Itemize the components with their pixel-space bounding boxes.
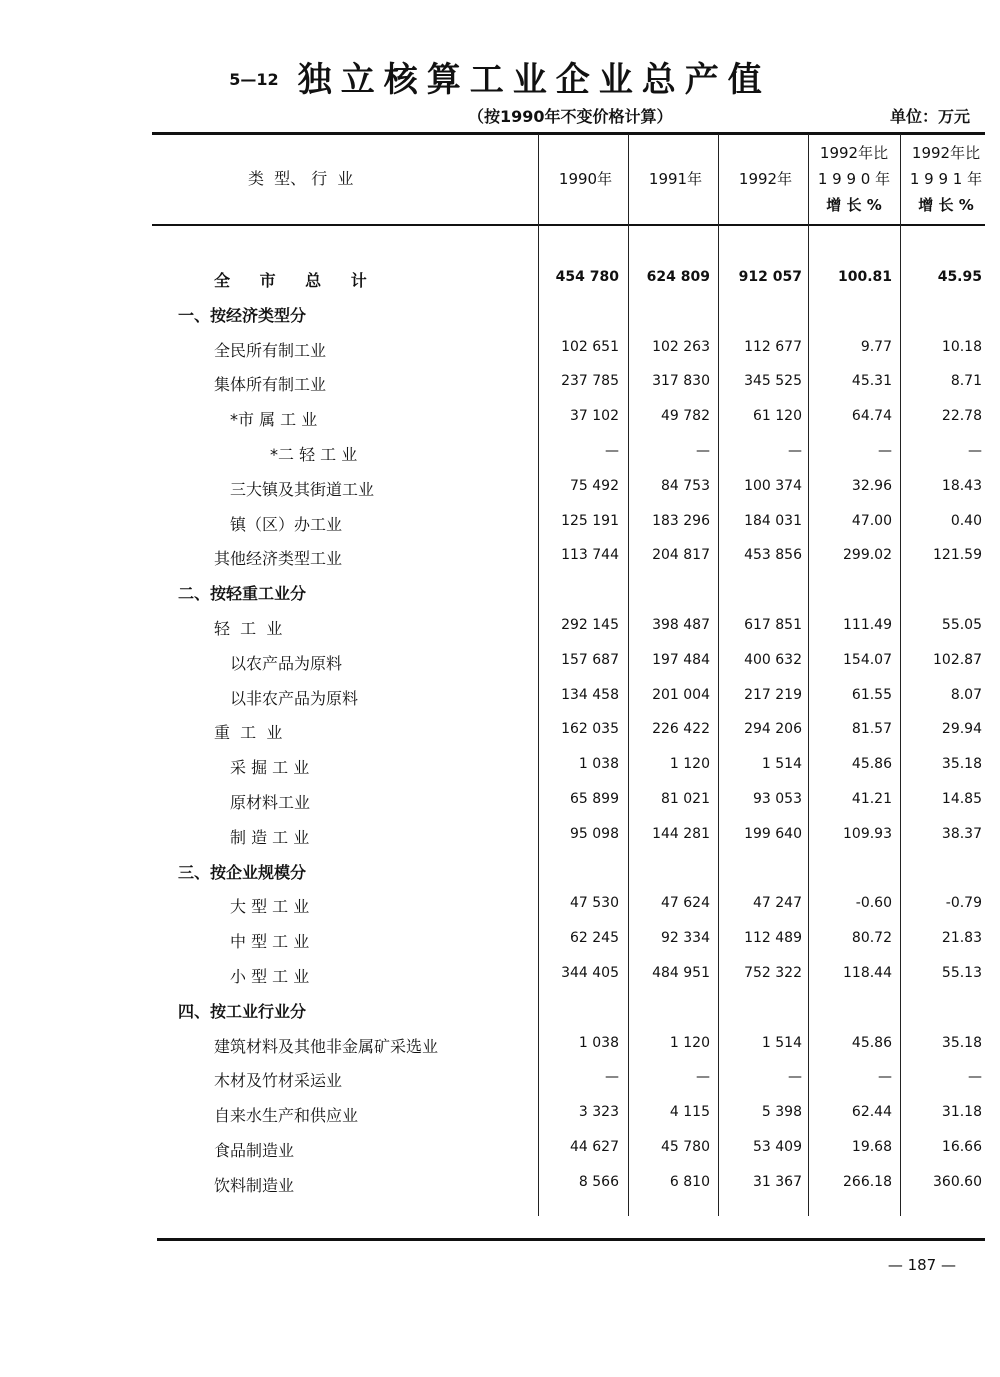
table-cell: 8 566 [578, 1173, 619, 1190]
table-row [0, 1062, 1000, 1097]
table-cell: 100.81 [837, 269, 892, 285]
table-cell: 81.57 [851, 721, 892, 738]
table-cell: 121.59 [933, 547, 982, 564]
table-cell: 1 120 [669, 1034, 710, 1051]
table-row [0, 784, 1000, 819]
header-1991: 1991年 [648, 170, 703, 188]
table-cell: 32.96 [851, 477, 892, 494]
header-growth-vs-1990-line2: 1 9 9 0 年 [817, 170, 891, 188]
subtitle: （按1990年不变价格计算） [468, 107, 673, 126]
table-cell: — [788, 442, 802, 459]
header-growth-vs-1990 [810, 140, 898, 218]
table-cell: 47.00 [851, 512, 892, 529]
table-cell: 65 899 [570, 790, 619, 807]
table-cell: — [968, 1069, 982, 1086]
table-cell: 31.18 [941, 1104, 982, 1121]
header-growth-vs-1990-line1: 1992年比 [819, 144, 889, 162]
row-label: 大 型 工 业 [230, 897, 310, 917]
table-row [0, 1028, 1000, 1063]
header-growth-vs-1990-line3: 增 长 % [826, 196, 882, 214]
table-cell: 35.18 [941, 756, 982, 773]
table-cell: 84 753 [661, 477, 710, 494]
table-cell: 53 409 [753, 1138, 802, 1155]
table-cell: 226 422 [652, 721, 710, 738]
table-cell: 453 856 [744, 547, 802, 564]
row-label: *二 轻 工 业 [270, 444, 358, 464]
row-label: 三大镇及其街道工业 [230, 479, 375, 499]
table-row [0, 1097, 1000, 1132]
table-cell: 61 120 [753, 408, 802, 425]
table-cell: 624 809 [646, 269, 710, 285]
row-label: 全民所有制工业 [214, 340, 327, 360]
table-cell: 752 322 [744, 964, 802, 981]
table-cell: 5 398 [761, 1104, 802, 1121]
table-cell: 266.18 [843, 1173, 892, 1190]
section-heading: 一、按经济类型分 [178, 305, 307, 325]
table-row [0, 993, 1000, 1028]
header-growth-vs-1991-line1: 1992年比 [911, 144, 981, 162]
table-cell: 144 281 [652, 825, 710, 842]
table-cell: 47 530 [570, 895, 619, 912]
table-cell: — [605, 1069, 619, 1086]
table-cell: 183 296 [652, 512, 710, 529]
table-cell: 35.18 [941, 1034, 982, 1051]
table-cell: 14.85 [941, 790, 982, 807]
header-growth-vs-1991-line2: 1 9 9 1 年 [909, 170, 983, 188]
table-cell: 400 632 [744, 651, 802, 668]
table-row [0, 714, 1000, 749]
table-cell: -0.60 [855, 895, 892, 912]
table-cell: 55.13 [941, 964, 982, 981]
row-label: 食品制造业 [214, 1140, 295, 1160]
row-label: 重 工 业 [214, 723, 283, 743]
table-cell: 6 810 [669, 1173, 710, 1190]
table-cell: 45 780 [661, 1138, 710, 1155]
table-cell: 100 374 [744, 477, 802, 494]
row-label: 集体所有制工业 [214, 375, 327, 395]
table-cell: 45.86 [851, 1034, 892, 1051]
table-row [0, 297, 1000, 332]
table-cell: 154.07 [843, 651, 892, 668]
header-1990: 1990年 [558, 170, 613, 188]
table-cell: 29.94 [941, 721, 982, 738]
table-cell: 617 851 [744, 616, 802, 633]
table-cell: 201 004 [652, 686, 710, 703]
table-row [0, 958, 1000, 993]
table-cell: 102.87 [933, 651, 982, 668]
header-growth-vs-1991 [902, 140, 990, 218]
section-heading: 二、按轻重工业分 [178, 584, 307, 604]
title [0, 52, 1000, 101]
table-row [0, 888, 1000, 923]
table-row [0, 1132, 1000, 1167]
page-number: — 187 — [887, 1256, 956, 1274]
table-number: 5—12 [229, 70, 279, 89]
table-cell: 62 245 [570, 930, 619, 947]
row-label: 建筑材料及其他非金属矿采选业 [214, 1036, 439, 1056]
table-cell: 102 651 [561, 338, 619, 355]
table-cell: 95 098 [570, 825, 619, 842]
row-label: 自来水生产和供应业 [214, 1106, 359, 1126]
row-label: 饮料制造业 [214, 1175, 295, 1195]
table-cell: 912 057 [738, 269, 802, 285]
table-cell: 113 744 [561, 547, 619, 564]
table-cell: 1 120 [669, 756, 710, 773]
table-cell: 92 334 [661, 930, 710, 947]
table-cell: 45.86 [851, 756, 892, 773]
table-cell: — [696, 1069, 710, 1086]
table-cell: 49 782 [661, 408, 710, 425]
table-cell: 102 263 [652, 338, 710, 355]
table-cell: 47 624 [661, 895, 710, 912]
table-bottom-rule [157, 1238, 985, 1241]
table-row [0, 366, 1000, 401]
table-cell: 19.68 [851, 1138, 892, 1155]
table-cell: 4 115 [669, 1104, 710, 1121]
table-cell: 44 627 [570, 1138, 619, 1155]
row-label: 全 市 总 计 [214, 271, 379, 290]
table-cell: 199 640 [744, 825, 802, 842]
unit-label: 单位：万元 [889, 107, 970, 126]
table-row [0, 610, 1000, 645]
table-cell: 55.05 [941, 616, 982, 633]
table-cell: 112 677 [744, 338, 802, 355]
table-cell: 184 031 [744, 512, 802, 529]
table-cell: 398 487 [652, 616, 710, 633]
table-cell: 62.44 [851, 1104, 892, 1121]
table-row [0, 506, 1000, 541]
table-cell: — [878, 442, 892, 459]
table-cell: 1 514 [761, 756, 802, 773]
table-row [0, 262, 1000, 297]
table-top-rule [152, 132, 985, 135]
table-cell: 64.74 [851, 408, 892, 425]
row-label: *市 属 工 业 [230, 410, 318, 430]
table-cell: 157 687 [561, 651, 619, 668]
table-cell: — [878, 1069, 892, 1086]
row-label: 以农产品为原料 [230, 653, 343, 673]
header-1992: 1992年 [738, 170, 793, 188]
table-cell: 0.40 [950, 512, 982, 529]
table-cell: 345 525 [744, 373, 802, 390]
table-row [0, 575, 1000, 610]
table-row [0, 401, 1000, 436]
table-cell: 344 405 [561, 964, 619, 981]
table-cell: 118.44 [843, 964, 892, 981]
table-cell: 1 514 [761, 1034, 802, 1051]
table-cell: 112 489 [744, 930, 802, 947]
table-cell: 125 191 [561, 512, 619, 529]
row-label: 以非农产品为原料 [230, 688, 359, 708]
row-label: 原材料工业 [230, 792, 311, 812]
table-cell: 8.71 [950, 373, 982, 390]
table-cell: 93 053 [753, 790, 802, 807]
table-row [0, 680, 1000, 715]
table-cell: 109.93 [843, 825, 892, 842]
row-label: 制 造 工 业 [230, 827, 310, 847]
table-cell: 317 830 [652, 373, 710, 390]
table-cell: 9.77 [860, 338, 892, 355]
table-cell: 294 206 [744, 721, 802, 738]
table-cell: 3 323 [578, 1104, 619, 1121]
table-cell: 454 780 [555, 269, 619, 285]
table-row [0, 332, 1000, 367]
row-label: 木材及竹材采运业 [214, 1071, 343, 1091]
table-cell: 41.21 [851, 790, 892, 807]
table-cell: — [605, 442, 619, 459]
table-cell: 75 492 [570, 477, 619, 494]
table-cell: 204 817 [652, 547, 710, 564]
table-cell: -0.79 [945, 895, 982, 912]
table-cell: 217 219 [744, 686, 802, 703]
table-row [0, 819, 1000, 854]
table-row [0, 540, 1000, 575]
table-cell: 1 038 [578, 1034, 619, 1051]
table-cell: 61.55 [851, 686, 892, 703]
table-cell: 45.31 [851, 373, 892, 390]
table-cell: — [696, 442, 710, 459]
header-category: 类 型、 行 业 [248, 169, 354, 188]
table-cell: 31 367 [753, 1173, 802, 1190]
header-growth-vs-1991-line3: 增 长 % [918, 196, 974, 214]
table-cell: 18.43 [941, 477, 982, 494]
table-cell: 21.83 [941, 930, 982, 947]
row-label: 轻 工 业 [214, 618, 283, 638]
table-cell: 37 102 [570, 408, 619, 425]
table-cell: 484 951 [652, 964, 710, 981]
table-cell: 197 484 [652, 651, 710, 668]
table-cell: 80.72 [851, 930, 892, 947]
row-label: 采 掘 工 业 [230, 758, 310, 778]
table-cell: 81 021 [661, 790, 710, 807]
table-cell: 1 038 [578, 756, 619, 773]
table-cell: 16.66 [941, 1138, 982, 1155]
table-row [0, 1167, 1000, 1202]
table-cell: 292 145 [561, 616, 619, 633]
table-row [0, 645, 1000, 680]
table-cell: 299.02 [843, 547, 892, 564]
table-body [0, 262, 1000, 1202]
table-cell: 45.95 [937, 269, 982, 285]
table-cell: 360.60 [933, 1173, 982, 1190]
table-cell: — [788, 1069, 802, 1086]
table-row [0, 436, 1000, 471]
table-cell: 134 458 [561, 686, 619, 703]
table-row [0, 923, 1000, 958]
table-cell: 22.78 [941, 408, 982, 425]
table-cell: 111.49 [843, 616, 892, 633]
row-label: 小 型 工 业 [230, 966, 310, 986]
row-label: 镇（区）办工业 [230, 514, 343, 534]
table-row [0, 471, 1000, 506]
table-row [0, 749, 1000, 784]
section-heading: 三、按企业规模分 [178, 862, 307, 882]
table-cell: 47 247 [753, 895, 802, 912]
table-cell: 10.18 [941, 338, 982, 355]
section-heading: 四、按工业行业分 [178, 1001, 307, 1021]
table-cell: — [968, 442, 982, 459]
row-label: 中 型 工 业 [230, 932, 310, 952]
table-row [0, 854, 1000, 889]
header-bottom-rule [152, 224, 985, 226]
table-cell: 237 785 [561, 373, 619, 390]
table-cell: 162 035 [561, 721, 619, 738]
table-cell: 38.37 [941, 825, 982, 842]
table-cell: 8.07 [950, 686, 982, 703]
row-label: 其他经济类型工业 [214, 549, 343, 569]
page-title: 独立核算工业企业总产值 [297, 60, 771, 100]
